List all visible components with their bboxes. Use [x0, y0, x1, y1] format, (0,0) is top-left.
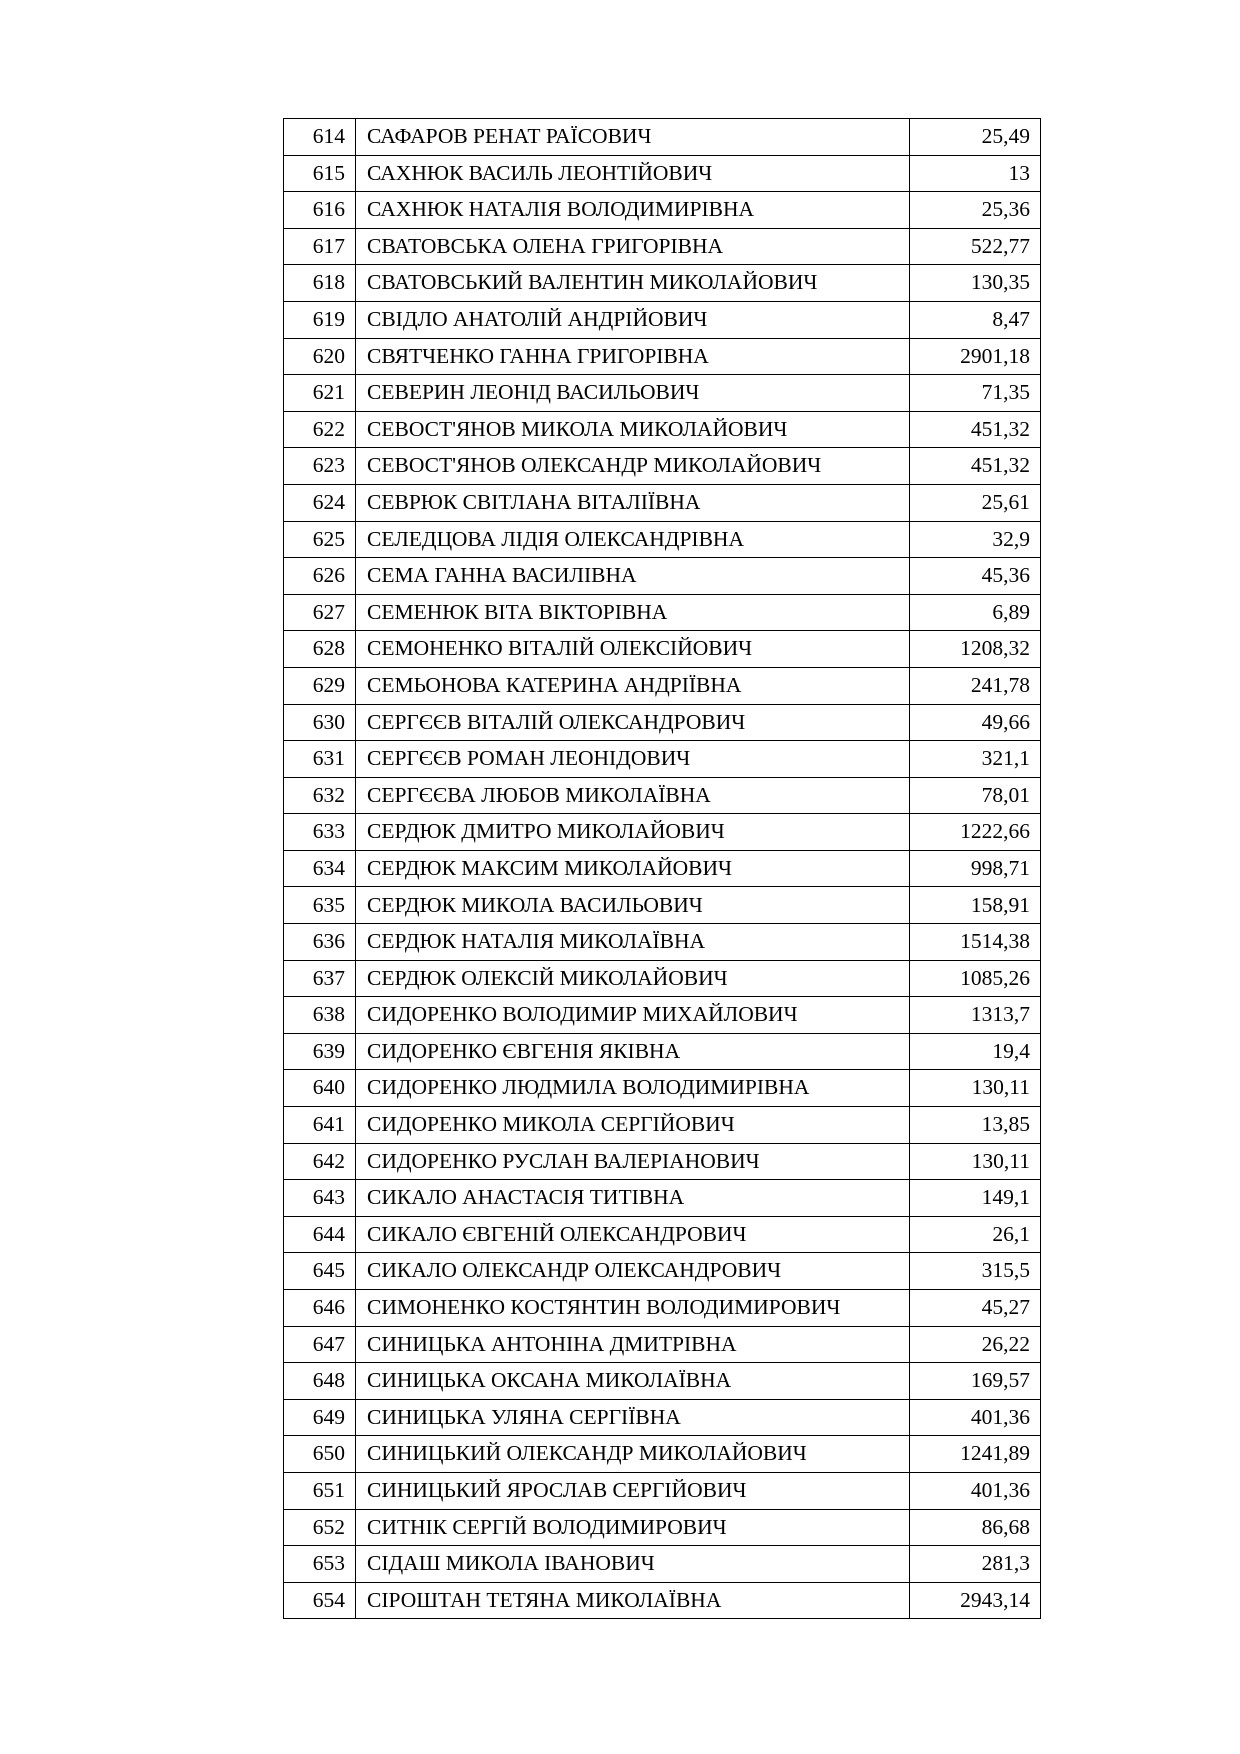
table-row: [284, 1143, 1041, 1180]
full-name-cell: САХНЮК ВАСИЛЬ ЛЕОНТІЙОВИЧ: [356, 155, 910, 192]
full-name-cell: СЕРДЮК МИКОЛА ВАСИЛЬОВИЧ: [356, 887, 910, 924]
amount-cell: 149,1: [910, 1180, 1041, 1217]
amount-cell: 26,22: [910, 1326, 1041, 1363]
amount-cell: 315,5: [910, 1253, 1041, 1290]
table-row: [284, 119, 1041, 156]
table-row: [284, 1290, 1041, 1327]
amount-cell: 2943,14: [910, 1582, 1041, 1619]
full-name-cell: СИНИЦЬКА ОКСАНА МИКОЛАЇВНА: [356, 1363, 910, 1400]
table-row: [284, 887, 1041, 924]
row-number-cell: 632: [284, 777, 356, 814]
full-name-cell: СИМОНЕНКО КОСТЯНТИН ВОЛОДИМИРОВИЧ: [356, 1290, 910, 1327]
full-name-cell: СИКАЛО ЄВГЕНІЙ ОЛЕКСАНДРОВИЧ: [356, 1216, 910, 1253]
table-row: [284, 301, 1041, 338]
row-number-cell: 628: [284, 631, 356, 668]
row-number-cell: 626: [284, 558, 356, 595]
full-name-cell: СЕРГЄЄВА ЛЮБОВ МИКОЛАЇВНА: [356, 777, 910, 814]
row-number-cell: 621: [284, 375, 356, 412]
full-name-cell: СВЯТЧЕНКО ГАННА ГРИГОРІВНА: [356, 338, 910, 375]
full-name-cell: СИТНІК СЕРГІЙ ВОЛОДИМИРОВИЧ: [356, 1509, 910, 1546]
table-row: [284, 667, 1041, 704]
row-number-cell: 627: [284, 594, 356, 631]
table-row: [284, 1107, 1041, 1144]
table-row: [284, 741, 1041, 778]
row-number-cell: 615: [284, 155, 356, 192]
full-name-cell: СИНИЦЬКА УЛЯНА СЕРГІЇВНА: [356, 1399, 910, 1436]
row-number-cell: 644: [284, 1216, 356, 1253]
row-number-cell: 646: [284, 1290, 356, 1327]
amount-cell: 1208,32: [910, 631, 1041, 668]
amount-cell: 32,9: [910, 521, 1041, 558]
row-number-cell: 652: [284, 1509, 356, 1546]
full-name-cell: СИДОРЕНКО РУСЛАН ВАЛЕРІАНОВИЧ: [356, 1143, 910, 1180]
full-name-cell: СЕМА ГАННА ВАСИЛІВНА: [356, 558, 910, 595]
table-row: [284, 997, 1041, 1034]
table-row: [284, 1582, 1041, 1619]
table-row: [284, 558, 1041, 595]
amount-cell: 45,27: [910, 1290, 1041, 1327]
amount-cell: 130,11: [910, 1070, 1041, 1107]
table-row: [284, 1436, 1041, 1473]
full-name-cell: СИНИЦЬКА АНТОНІНА ДМИТРІВНА: [356, 1326, 910, 1363]
amount-cell: 86,68: [910, 1509, 1041, 1546]
row-number-cell: 618: [284, 265, 356, 302]
row-number-cell: 620: [284, 338, 356, 375]
row-number-cell: 637: [284, 960, 356, 997]
row-number-cell: 638: [284, 997, 356, 1034]
amount-cell: 1313,7: [910, 997, 1041, 1034]
amount-cell: 130,11: [910, 1143, 1041, 1180]
table-row: [284, 1070, 1041, 1107]
row-number-cell: 635: [284, 887, 356, 924]
table-row: [284, 1546, 1041, 1583]
full-name-cell: СЕРДЮК МАКСИМ МИКОЛАЙОВИЧ: [356, 850, 910, 887]
row-number-cell: 633: [284, 814, 356, 851]
amount-cell: 78,01: [910, 777, 1041, 814]
table-row: [284, 1033, 1041, 1070]
amount-cell: 49,66: [910, 704, 1041, 741]
full-name-cell: СЕМОНЕНКО ВІТАЛІЙ ОЛЕКСІЙОВИЧ: [356, 631, 910, 668]
amount-cell: 1085,26: [910, 960, 1041, 997]
row-number-cell: 645: [284, 1253, 356, 1290]
row-number-cell: 629: [284, 667, 356, 704]
amount-cell: 998,71: [910, 850, 1041, 887]
amount-cell: 13,85: [910, 1107, 1041, 1144]
row-number-cell: 630: [284, 704, 356, 741]
full-name-cell: СИНИЦЬКИЙ ОЛЕКСАНДР МИКОЛАЙОВИЧ: [356, 1436, 910, 1473]
amount-cell: 451,32: [910, 448, 1041, 485]
row-number-cell: 649: [284, 1399, 356, 1436]
amount-cell: 25,61: [910, 484, 1041, 521]
row-number-cell: 647: [284, 1326, 356, 1363]
table-row: [284, 155, 1041, 192]
row-number-cell: 650: [284, 1436, 356, 1473]
row-number-cell: 639: [284, 1033, 356, 1070]
full-name-cell: САФАРОВ РЕНАТ РАЇСОВИЧ: [356, 119, 910, 156]
table-row: [284, 960, 1041, 997]
full-name-cell: СИКАЛО АНАСТАСІЯ ТИТІВНА: [356, 1180, 910, 1217]
row-number-cell: 614: [284, 119, 356, 156]
row-number-cell: 648: [284, 1363, 356, 1400]
full-name-cell: СЕРДЮК НАТАЛІЯ МИКОЛАЇВНА: [356, 924, 910, 961]
full-name-cell: СЕВРЮК СВІТЛАНА ВІТАЛІЇВНА: [356, 484, 910, 521]
table-row: [284, 631, 1041, 668]
amount-cell: 71,35: [910, 375, 1041, 412]
table-row: [284, 521, 1041, 558]
table-row: [284, 411, 1041, 448]
full-name-cell: СЕВОСТ'ЯНОВ МИКОЛА МИКОЛАЙОВИЧ: [356, 411, 910, 448]
row-number-cell: 640: [284, 1070, 356, 1107]
amount-cell: 451,32: [910, 411, 1041, 448]
table-row: [284, 924, 1041, 961]
full-name-cell: СИКАЛО ОЛЕКСАНДР ОЛЕКСАНДРОВИЧ: [356, 1253, 910, 1290]
amount-cell: 1241,89: [910, 1436, 1041, 1473]
amount-cell: 8,47: [910, 301, 1041, 338]
row-number-cell: 616: [284, 192, 356, 229]
table-row: [284, 1326, 1041, 1363]
amount-cell: 19,4: [910, 1033, 1041, 1070]
table-row: [284, 850, 1041, 887]
registry-table: [283, 118, 1041, 1619]
full-name-cell: СЕЛЕДЦОВА ЛІДІЯ ОЛЕКСАНДРІВНА: [356, 521, 910, 558]
full-name-cell: СЕВЕРИН ЛЕОНІД ВАСИЛЬОВИЧ: [356, 375, 910, 412]
full-name-cell: СВАТОВСЬКИЙ ВАЛЕНТИН МИКОЛАЙОВИЧ: [356, 265, 910, 302]
amount-cell: 25,49: [910, 119, 1041, 156]
row-number-cell: 623: [284, 448, 356, 485]
registry-table-body: [284, 119, 1041, 1619]
table-row: [284, 338, 1041, 375]
full-name-cell: СЕРГЄЄВ ВІТАЛІЙ ОЛЕКСАНДРОВИЧ: [356, 704, 910, 741]
amount-cell: 13: [910, 155, 1041, 192]
row-number-cell: 641: [284, 1107, 356, 1144]
table-row: [284, 192, 1041, 229]
row-number-cell: 654: [284, 1582, 356, 1619]
amount-cell: 26,1: [910, 1216, 1041, 1253]
row-number-cell: 622: [284, 411, 356, 448]
amount-cell: 321,1: [910, 741, 1041, 778]
full-name-cell: СИДОРЕНКО ЛЮДМИЛА ВОЛОДИМИРІВНА: [356, 1070, 910, 1107]
row-number-cell: 631: [284, 741, 356, 778]
amount-cell: 25,36: [910, 192, 1041, 229]
row-number-cell: 619: [284, 301, 356, 338]
amount-cell: 158,91: [910, 887, 1041, 924]
amount-cell: 2901,18: [910, 338, 1041, 375]
table-row: [284, 1363, 1041, 1400]
row-number-cell: 653: [284, 1546, 356, 1583]
table-row: [284, 777, 1041, 814]
amount-cell: 401,36: [910, 1399, 1041, 1436]
full-name-cell: САХНЮК НАТАЛІЯ ВОЛОДИМИРІВНА: [356, 192, 910, 229]
full-name-cell: СИДОРЕНКО ЄВГЕНІЯ ЯКІВНА: [356, 1033, 910, 1070]
full-name-cell: СВІДЛО АНАТОЛІЙ АНДРІЙОВИЧ: [356, 301, 910, 338]
amount-cell: 1514,38: [910, 924, 1041, 961]
table-row: [284, 265, 1041, 302]
full-name-cell: СЕРДЮК ДМИТРО МИКОЛАЙОВИЧ: [356, 814, 910, 851]
table-row: [284, 1180, 1041, 1217]
row-number-cell: 624: [284, 484, 356, 521]
table-row: [284, 484, 1041, 521]
table-row: [284, 1509, 1041, 1546]
full-name-cell: СЕРГЄЄВ РОМАН ЛЕОНІДОВИЧ: [356, 741, 910, 778]
row-number-cell: 634: [284, 850, 356, 887]
table-row: [284, 448, 1041, 485]
amount-cell: 6,89: [910, 594, 1041, 631]
full-name-cell: СИДОРЕНКО ВОЛОДИМИР МИХАЙЛОВИЧ: [356, 997, 910, 1034]
full-name-cell: СЕМЕНЮК ВІТА ВІКТОРІВНА: [356, 594, 910, 631]
amount-cell: 169,57: [910, 1363, 1041, 1400]
row-number-cell: 643: [284, 1180, 356, 1217]
table-row: [284, 814, 1041, 851]
row-number-cell: 642: [284, 1143, 356, 1180]
table-row: [284, 1472, 1041, 1509]
table-row: [284, 704, 1041, 741]
full-name-cell: СІДАШ МИКОЛА ІВАНОВИЧ: [356, 1546, 910, 1583]
full-name-cell: СЕМЬОНОВА КАТЕРИНА АНДРІЇВНА: [356, 667, 910, 704]
table-row: [284, 1399, 1041, 1436]
full-name-cell: СИДОРЕНКО МИКОЛА СЕРГІЙОВИЧ: [356, 1107, 910, 1144]
table-row: [284, 1253, 1041, 1290]
amount-cell: 401,36: [910, 1472, 1041, 1509]
full-name-cell: СИНИЦЬКИЙ ЯРОСЛАВ СЕРГІЙОВИЧ: [356, 1472, 910, 1509]
full-name-cell: СЕВОСТ'ЯНОВ ОЛЕКСАНДР МИКОЛАЙОВИЧ: [356, 448, 910, 485]
amount-cell: 1222,66: [910, 814, 1041, 851]
full-name-cell: СЕРДЮК ОЛЕКСІЙ МИКОЛАЙОВИЧ: [356, 960, 910, 997]
row-number-cell: 651: [284, 1472, 356, 1509]
full-name-cell: СВАТОВСЬКА ОЛЕНА ГРИГОРІВНА: [356, 228, 910, 265]
table-row: [284, 228, 1041, 265]
table-row: [284, 375, 1041, 412]
row-number-cell: 617: [284, 228, 356, 265]
row-number-cell: 625: [284, 521, 356, 558]
amount-cell: 281,3: [910, 1546, 1041, 1583]
amount-cell: 241,78: [910, 667, 1041, 704]
amount-cell: 45,36: [910, 558, 1041, 595]
table-row: [284, 1216, 1041, 1253]
full-name-cell: СІРОШТАН ТЕТЯНА МИКОЛАЇВНА: [356, 1582, 910, 1619]
amount-cell: 522,77: [910, 228, 1041, 265]
table-row: [284, 594, 1041, 631]
row-number-cell: 636: [284, 924, 356, 961]
amount-cell: 130,35: [910, 265, 1041, 302]
